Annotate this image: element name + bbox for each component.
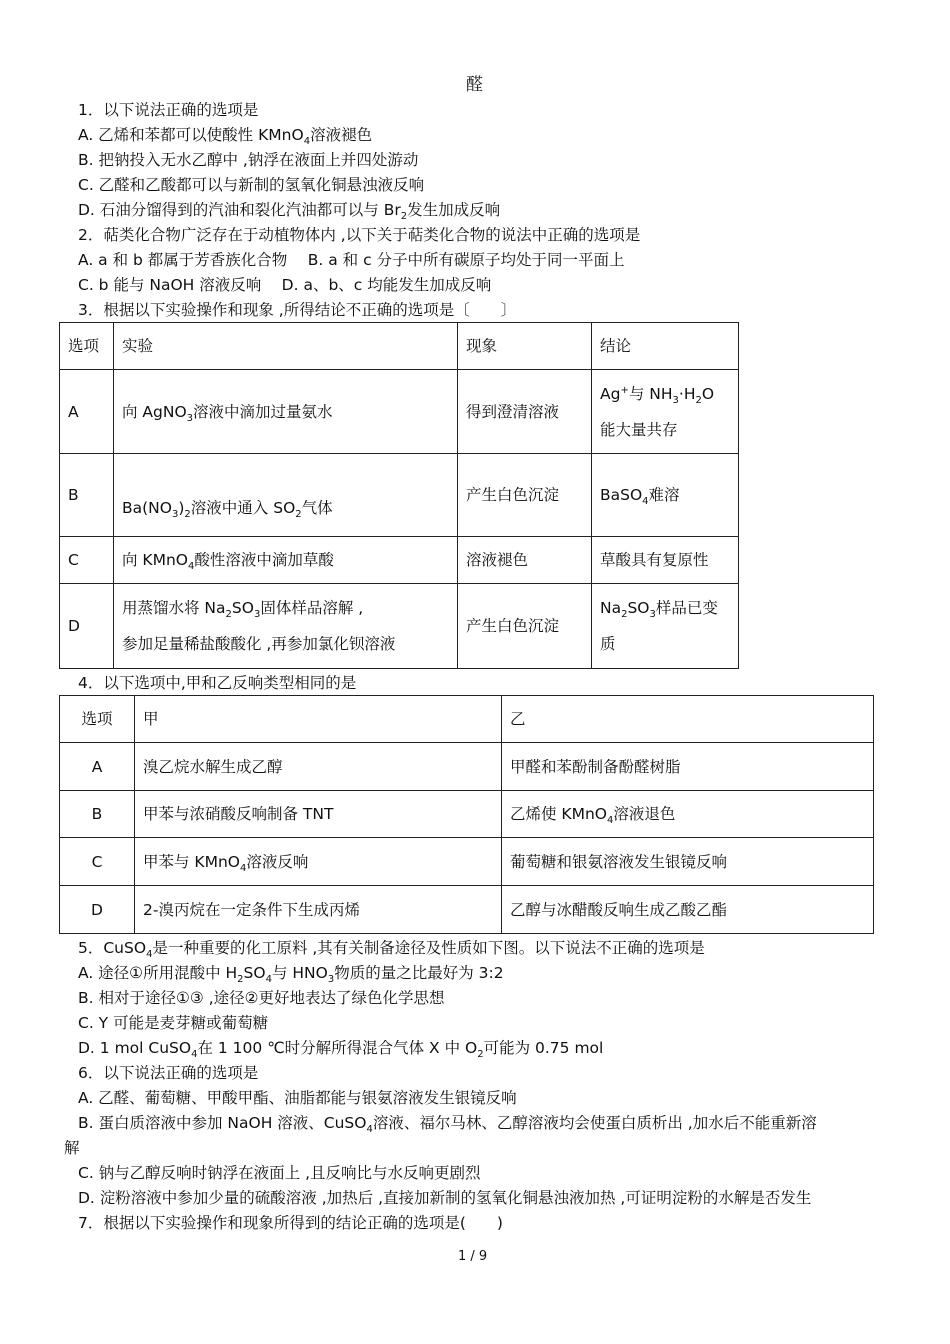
experiment-cell: 向 AgNO$_3$溶液中滴加过量氨水 bbox=[114, 370, 458, 454]
q1-option-b: B. 把钠投入无水乙醇中 ,钠浮在液面上并四处游动 bbox=[78, 151, 419, 169]
option-cell: B bbox=[60, 454, 114, 537]
header-cell: 实验 bbox=[114, 323, 458, 370]
table-row bbox=[60, 370, 739, 454]
header-cell: 乙 bbox=[502, 696, 874, 743]
q5-option-c: C. Y 可能是麦芽糖或葡萄糖 bbox=[78, 1014, 269, 1032]
header-cell: 选项 bbox=[60, 696, 135, 743]
conclusion-cell: Ag+与 $NH_3\cdot H_2O$ 能大量共存 bbox=[592, 370, 739, 454]
yi-cell: 葡萄糖和银氨溶液发生银镜反响 bbox=[502, 838, 874, 886]
jia-cell: 溴乙烷水解生成乙醇 bbox=[135, 743, 502, 791]
q5-option-b: B. 相对于途径①③ ,途径②更好地表达了绿色化学思想 bbox=[78, 989, 445, 1007]
experiment-cell: 向 KMnO$_4$酸性溶液中滴加草酸 bbox=[114, 537, 458, 584]
option-cell: C bbox=[60, 838, 135, 886]
table-row bbox=[60, 743, 874, 791]
q6-option-d: D. 淀粉溶液中参加少量的硫酸溶液 ,加热后 ,直接加新制的氢氧化铜悬浊液加热 ,可证明淀粉的水解是否发生 bbox=[78, 1189, 812, 1207]
table-row bbox=[60, 454, 739, 537]
jia-cell: 甲苯与浓硝酸反响制备 TNT bbox=[135, 791, 502, 838]
yi-cell: 乙醇与冰醋酸反响生成乙酸乙酯 bbox=[502, 886, 874, 934]
q1-stem: 1．以下说法正确的选项是 bbox=[78, 101, 259, 119]
conclusion-cell: BaSO$_4$难溶 bbox=[592, 454, 739, 537]
table-row bbox=[60, 791, 874, 838]
option-cell: D bbox=[60, 886, 135, 934]
option-cell: A bbox=[60, 743, 135, 791]
header-cell: 结论 bbox=[592, 323, 739, 370]
table-row bbox=[60, 886, 874, 934]
q1-option-c: C. 乙醛和乙酸都可以与新制的氢氧化铜悬浊液反响 bbox=[78, 176, 425, 194]
q4-stem: 4．以下选项中,甲和乙反响类型相同的是 bbox=[78, 674, 357, 692]
phenomenon-cell: 产生白色沉淀 bbox=[458, 584, 592, 669]
jia-cell: 甲苯与 KMnO$_4$溶液反响 bbox=[135, 838, 502, 886]
option-cell: D bbox=[60, 584, 114, 669]
q3-stem: 3．根据以下实验操作和现象 ,所得结论不正确的选项是〔 〕 bbox=[78, 301, 517, 319]
table-row bbox=[60, 537, 739, 584]
yi-cell: 乙烯使 KMnO$_4$溶液退色 bbox=[502, 791, 874, 838]
header-cell: 甲 bbox=[135, 696, 502, 743]
q5-option-d: D. 1 mol CuSO$_4$在 1 100 ℃时分解所得混合气体 X 中 $O_2$可能为 0.75 mol bbox=[78, 1039, 604, 1061]
q6-option-b: B. 蛋白质溶液中参加 NaOH 溶液、CuSO$_4$溶液、福尔马林、乙醇溶液均会使蛋白质析出 ,加水后不能重新溶 bbox=[78, 1114, 817, 1136]
q4-table bbox=[59, 695, 874, 934]
q3-table bbox=[59, 322, 739, 669]
q2-stem: 2．萜类化合物广泛存在于动植物体内 ,以下关于萜类化合物的说法中正确的选项是 bbox=[78, 226, 641, 244]
yi-cell: 甲醛和苯酚制备酚醛树脂 bbox=[502, 743, 874, 791]
option-cell: A bbox=[60, 370, 114, 454]
phenomenon-cell: 溶液褪色 bbox=[458, 537, 592, 584]
page-title: 醛 bbox=[466, 75, 483, 95]
table-header-row bbox=[60, 696, 874, 743]
table-row bbox=[60, 838, 874, 886]
q5-stem: 5．CuSO$_4$是一种重要的化工原料 ,其有关制备途径及性质如下图。以下说法不正确的选项是 bbox=[78, 939, 705, 961]
q2-options-ab: A. a 和 b 都属于芳香族化合物 B. a 和 c 分子中所有碳原子均处于同一平面上 bbox=[78, 251, 625, 269]
table-header-row bbox=[60, 323, 739, 370]
q7-stem: 7．根据以下实验操作和现象所得到的结论正确的选项是( ) bbox=[78, 1214, 503, 1232]
header-cell: 现象 bbox=[458, 323, 592, 370]
q5-option-a: A. 途径①所用混酸中 $H_2SO_4$与 $HNO_3$物质的量之比最好为 3:2 bbox=[78, 964, 504, 986]
header-cell: 选项 bbox=[60, 323, 114, 370]
page-number: 1 / 9 bbox=[458, 1249, 488, 1264]
experiment-cell: $Ba(NO_3)_2$溶液中通入 $SO_2$气体 bbox=[114, 454, 458, 537]
experiment-cell: 用蒸馏水将 $Na_2SO_3$固体样品溶解 , 参加足量稀盐酸酸化 ,再参加氯化钡溶液 bbox=[114, 584, 458, 669]
q2-options-cd: C. b 能与 NaOH 溶液反响 D. a、b、c 均能发生加成反响 bbox=[78, 276, 492, 294]
table-row bbox=[60, 584, 739, 669]
option-cell: B bbox=[60, 791, 135, 838]
phenomenon-cell: 产生白色沉淀 bbox=[458, 454, 592, 537]
phenomenon-cell: 得到澄清溶液 bbox=[458, 370, 592, 454]
q6-option-b-continued: 解 bbox=[64, 1139, 80, 1157]
q1-option-a: A. 乙烯和苯都可以使酸性 KMnO$_4$溶液褪色 bbox=[78, 126, 373, 148]
conclusion-cell: $Na_2SO_3$样品已变 质 bbox=[592, 584, 739, 669]
q1-option-d: D. 石油分馏得到的汽油和裂化汽油都可以与 $Br_2$发生加成反响 bbox=[78, 201, 501, 223]
q6-option-a: A. 乙醛、葡萄糖、甲酸甲酯、油脂都能与银氨溶液发生银镜反响 bbox=[78, 1089, 517, 1107]
q6-option-c: C. 钠与乙醇反响时钠浮在液面上 ,且反响比与水反响更剧烈 bbox=[78, 1164, 481, 1182]
q6-stem: 6．以下说法正确的选项是 bbox=[78, 1064, 259, 1082]
jia-cell: 2-溴丙烷在一定条件下生成丙烯 bbox=[135, 886, 502, 934]
conclusion-cell: 草酸具有复原性 bbox=[592, 537, 739, 584]
option-cell: C bbox=[60, 537, 114, 584]
